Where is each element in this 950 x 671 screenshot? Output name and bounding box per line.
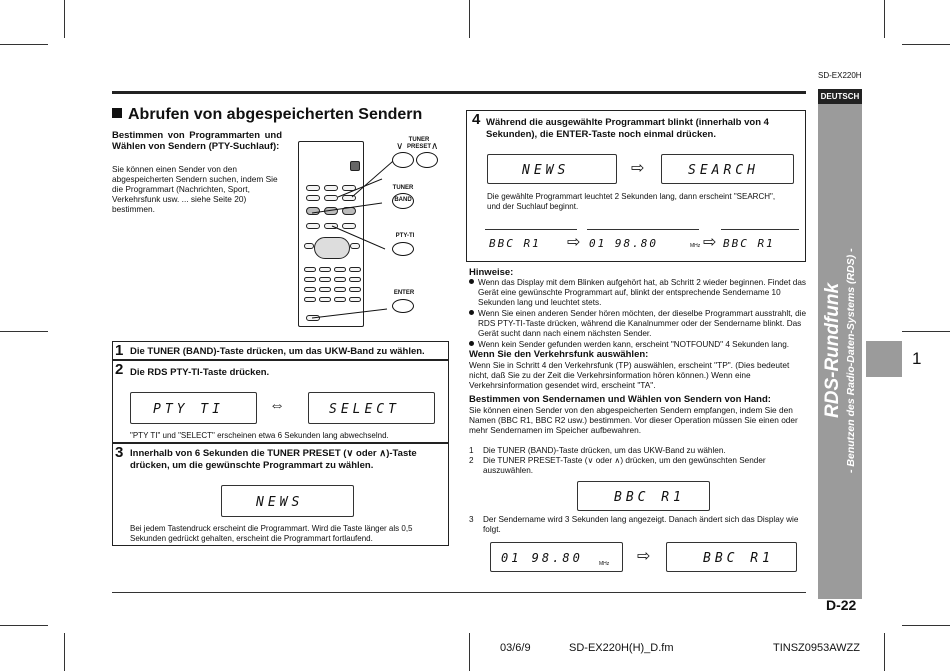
crop-mark [902,44,950,45]
crop-mark [902,331,950,332]
step-number: 1 [115,342,124,359]
pty-ti-label: PTY-TI [395,233,415,239]
lcd-text: BBC R1 [614,490,685,505]
remote-illustration [292,137,452,327]
numbered-item: 1 Die TUNER (BAND)-Taste drücken, um das UKW-Band zu wählen. [469,446,726,455]
right-arrow-icon: ⇨ [567,234,581,251]
step-3-box [112,443,449,546]
lcd-frame-line [485,229,577,230]
lcd-text: NEWS [522,163,570,178]
step-text: Während die ausgewählte Programmart blinkt (innerhalb von 4 Sekunden), die ENTER-Taste noch einmal drücken. [486,117,769,140]
lcd-display [221,485,354,517]
crop-mark [884,0,885,38]
language-tab: DEUTSCH [818,89,862,104]
display-sequence [481,229,801,255]
mhz-label: MHz [690,243,701,249]
station-name-text: Sie können einen Sender von den abgespeicherten Sendern empfangen, indem Sie den Namen (BBC R1, BBC R2 usw.) bestimmen. Vor dieser Operation müssen Sie einen oder mehr Sendernamen im Speicher aufbewahren. [469,405,798,435]
crop-mark [0,331,48,332]
lcd-text: BBC R1 [703,551,774,566]
notes-list [469,278,809,350]
bullet-icon [469,310,474,315]
numbered-item: 3 Der Sendername wird 3 Sekunden lang angezeigt. Danach ändert sich das Display wie folgt. [469,515,799,534]
list-item: Wenn Sie einen anderen Sender hören möchten, der dieselbe Programmart ausstrahlt, die RDS PTY-TI-Taste drücken, während die Kanalnummer oder der Sendername blinkt. Das Gerät sucht dann nach einem nächsten Sender. [469,309,809,339]
bottom-rule [112,592,806,593]
step-text: Die RDS PTY-TI-Taste drücken. [130,367,270,378]
lcd-text: 01 98.80 [501,551,583,565]
step-number: 4 [472,111,481,128]
section-title: Abrufen von abgespeicherten Sendern [112,106,422,124]
tuner-preset-down-button [392,152,414,168]
chevron-down-icon: ∨ [346,448,354,459]
crop-mark [469,0,470,38]
right-arrow-icon: ⇨ [637,548,651,565]
lcd-text: SELECT [329,402,400,417]
bullet-icon [469,341,474,346]
enter-button [392,299,414,313]
tuner-band-sublabel: BAND [394,197,412,203]
step-2-box [112,360,449,443]
step-1-box [112,341,449,360]
crop-mark [469,633,470,671]
footer-date: 03/6/9 [500,642,531,654]
step-4-box [466,110,806,262]
list-item: Wenn kein Sender gefunden werden kann, erscheint "NOTFOUND" 4 Sekunden lang. [469,340,809,350]
chapter-tab [866,341,902,377]
crop-mark [0,44,48,45]
tuner-band-label: TUNER [392,185,414,191]
side-title-main: RDS-Rundfunk [822,282,843,418]
crop-mark [0,625,48,626]
section-rule [112,91,806,94]
traffic-title: Wenn Sie den Verkehrsfunk auswählen: [469,349,649,360]
chevron-up-icon: ∧ [379,448,387,459]
chevron-up-icon: ∧ [431,141,439,152]
square-bullet-icon [112,108,122,118]
right-arrow-icon: ⇨ [631,160,645,177]
lcd-text: SEARCH [688,163,759,178]
lcd-frame-line [721,229,799,230]
numbered-item: 2 Die TUNER PRESET-Taste (∨ oder ∧) drücken, um den gewünschten Sender auszuwählen. [469,456,766,475]
bullet-icon [469,279,474,284]
step-number: 3 [115,444,124,461]
lcd-display [577,481,710,511]
lcd-display [130,392,257,424]
side-title-sub: - Benutzen des Radio-Daten-Systems (RDS) - [845,248,857,473]
lcd-display [308,392,435,424]
step-note: "PTY TI" und "SELECT" erscheinen etwa 6 Sekunden lang abwechselnd. [130,431,389,440]
footer-file: SD-EX220H(H)_D.fm [569,642,674,654]
step-note: Bei jedem Tastendruck erscheint die Programmart. Wird die Taste länger als 0,5 Sekunden gedrückt gehalten, erscheint die Programmart fortlaufend. [130,524,413,543]
model-label: SD-EX220H [818,71,862,80]
right-arrow-icon: ⇨ [703,234,717,251]
step-note: Die gewählte Programmart leuchtet 2 Sekunden lang, dann erscheint "SEARCH", und der Suchlauf beginnt. [487,192,776,211]
lcd-display [487,154,617,184]
step-text: Innerhalb von 6 Sekunden die TUNER PRESET (∨ oder ∧)-Taste drücken, um die gewünschte Programmart zu wählen. [130,448,417,471]
lcd-text: PTY TI [153,402,224,417]
alternate-arrow-icon: ⇔ [269,397,285,414]
intro-text: Sie können einen Sender von den abgespeicherten Sendern suchen, indem Sie die Programmart (Nachrichten, Sport, Verkehrsfunk usw. ... siehe Seite 20) bestimmen. [112,164,278,214]
lcd-text: NEWS [256,495,304,510]
mhz-label: MHz [599,561,610,567]
footer-code: TINSZ0953AWZZ [773,642,860,654]
step-number: 2 [115,361,124,378]
lcd-display [661,154,794,184]
crop-mark [64,0,65,38]
tuner-preset-up-button [416,152,438,168]
station-name-title: Bestimmen von Sendernamen und Wählen von Sendern von Hand: [469,394,771,405]
lcd-display [490,542,623,572]
step-text: Die TUNER (BAND)-Taste drücken, um das UKW-Band zu wählen. [130,346,425,357]
sub-heading: Bestimmen von Programmarten und Wählen von Sendern (PTY-Suchlauf): [112,130,282,152]
lcd-text: BBC R1 [489,237,541,250]
chevron-down-icon: ∨ [396,141,404,152]
list-item: Wenn das Display mit dem Blinken aufgehört hat, ab Schritt 2 wieder beginnen. Findet das Gerät eine gewünschte Programmart auf, blinkt der entsprechende Sendername 10 Sekunden lang und leuchtet stets. [469,278,809,308]
traffic-text: Wenn Sie in Schritt 4 den Verkehrsfunk (TP) auswählen, erscheint "TP". (Dies bedeutet nicht, daß Sie zu der Zeit die Verkehrsinformation hören können.) Wenn eine Verkehrsinformation gesendet wird, erscheint "TA". [469,360,790,390]
crop-mark [902,625,950,626]
notes-title: Hinweise: [469,267,514,278]
chapter-number: 1 [912,349,922,368]
pty-ti-button [392,242,414,256]
enter-label: ENTER [393,290,415,296]
crop-mark [64,633,65,671]
lcd-text: BBC R1 [723,237,775,250]
page-number: D-22 [826,597,857,613]
crop-mark [884,633,885,671]
lcd-text: 01 98.80 [589,237,658,250]
tuner-preset-label: TUNER PRESET [406,137,431,150]
lcd-display [666,542,797,572]
lcd-frame-line [587,229,699,230]
